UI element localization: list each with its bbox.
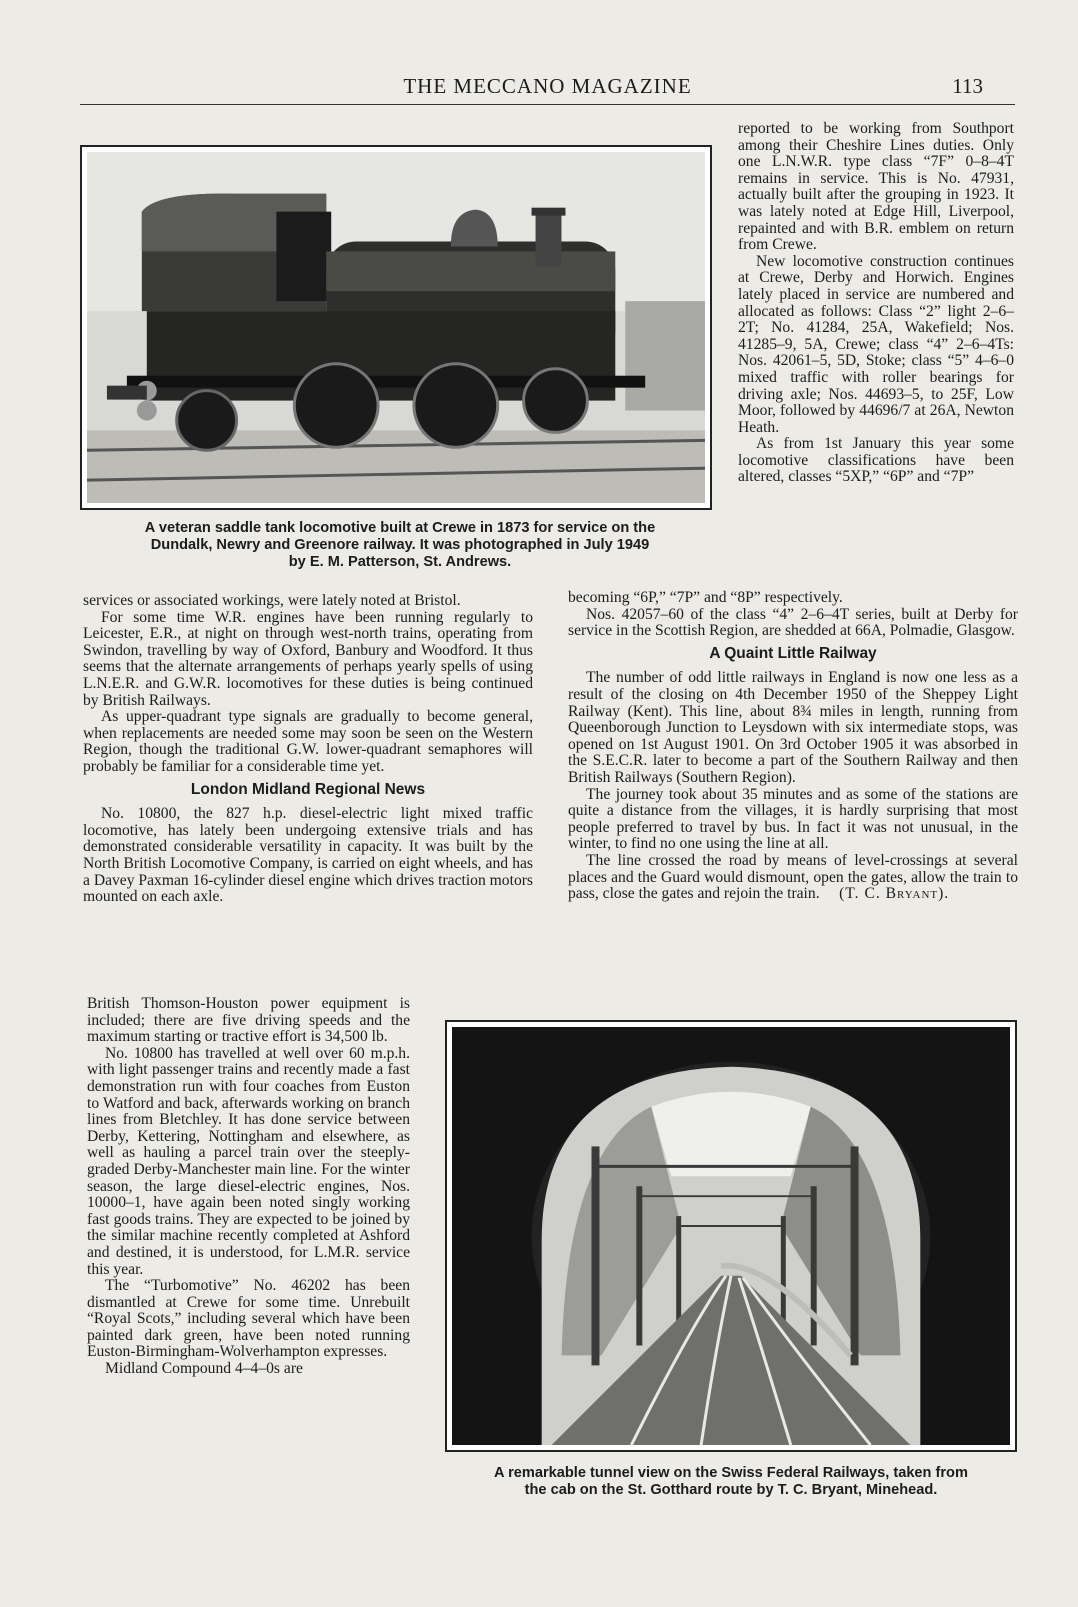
paragraph: becoming “6P,” “7P” and “8P” respectively. — [568, 589, 843, 606]
paragraph: No. 10800, the 827 h.p. diesel-electric light mixed traffic locomotive, has lately been undergoing extensive trials and has demonstrated considerable versatility in capacity. It was built by the North British Locomotive Company, is carried on eight wheels, and has a Davey Paxman 16-cylinder diesel engine which drives traction motors mounted on each axle. — [83, 805, 533, 906]
paragraph: New locomotive construction continues at Crewe, Derby and Horwich. Engines lately placed in service are numbered and allocated as follows: Class “2” light 2–6–2T; No. 41284, 25A, Wakefield; Nos. 41285–9, 5A, Crewe; class “4” 2–6–4Ts: Nos. 42061–5, 5D, Stoke; class “5” 4–6–0 mixed traffic with roller bearings for driving axle; Nos. 44693–5, to 25F, Low Moor, followed by 44696/7 at 26A, Newton Heath. — [738, 252, 1014, 436]
magazine-title: THE MECCANO MAGAZINE — [403, 74, 692, 98]
paragraph: services or associated workings, were lately noted at Bristol. — [83, 592, 461, 609]
paragraph: The journey took about 35 minutes and as some of the stations are quite a distance from the villages, it is hardly surprising that most people preferred to travel by bus. In fact it was not unusual, in the winter, to find no one using the line at all. — [568, 785, 1018, 853]
article-credit: (T. C. Bryant). — [839, 885, 950, 903]
page-number: 113 — [952, 74, 983, 98]
right-column-middle — [568, 590, 1018, 903]
locomotive-photo-image — [87, 152, 705, 503]
locomotive-caption — [80, 520, 720, 571]
paragraph — [568, 853, 1018, 903]
locomotive-caption-line: Dundalk, Newry and Greenore railway. It was photographed in July 1949 — [150, 537, 650, 553]
paragraph: The number of odd little railways in England is now one less as a result of the closing on 4th December 1950 of the Sheppey Light Railway (Kent). This line, about 8¾ miles in length, running from Queenborough Junction to Leysdown with six intermediate stops, was opened on 1st August 1901. On 3rd October 1905 it was absorbed in the S.E.C.R. later to become a part of the Southern Railway and then British Railways (Southern Region). — [568, 669, 1018, 786]
section-heading: A Quaint Little Railway — [709, 644, 877, 662]
paragraph: No. 10800 has travelled at well over 60 m.p.h. with light passenger trains and recently made a fast demonstration run with four coaches from Euston to Watford and back, afterwards working on branch lines from Bletchley. It has done service between Derby, Kettering, Nottingham and elsewhere, as well as hauling a parcel train over the steeply-graded Derby-Manchester main line. For the winter season, the large diesel-electric engines, Nos. 10000–1, have again been noted singly working fast goods trains. They are expected to be joined by the similar machine recently completed at Ashford and destined, it is understood, for L.M.R. service this year. — [87, 1044, 410, 1278]
paragraph: The “Turbomotive” No. 46202 has been dismantled at Crewe for some time. Unrebuilt “Royal Scots,” including several which have been painted dark green, have been noted running Euston-Birmingham-Wolverhampton expresses. — [87, 1277, 410, 1361]
paragraph-text: The line crossed the road by means of level-crossings at several places and the Guard would dismount, open the gates, allow the train to pass, close the gates and rejoin the train. — [568, 851, 1018, 903]
paragraph: Nos. 42057–60 of the class “4” 2–6–4T series, built at Derby for service in the Scottish Region, are shedded at 66A, Polmadie, Glasgow. — [568, 605, 1018, 640]
tunnel-photo-image — [452, 1027, 1010, 1445]
paragraph: Midland Compound 4–4–0s are — [105, 1360, 303, 1378]
section-heading: London Midland Regional News — [190, 780, 426, 798]
tunnel-caption-line: the cab on the St. Gotthard route by T. C. Bryant, Minehead. — [524, 1482, 938, 1498]
running-head — [80, 70, 1015, 105]
locomotive-caption-line: A veteran saddle tank locomotive built at Crewe in 1873 for service on the — [144, 520, 656, 536]
left-column — [83, 593, 533, 906]
locomotive-photo — [80, 145, 712, 510]
right-column-top — [738, 121, 1014, 486]
paragraph: As upper-quadrant type signals are gradually to become general, when replacements are needed some may soon be seen on the Western Region, though the traditional G.W. lower-quadrant semaphores will probably be familiar for a considerable time yet. — [83, 708, 533, 775]
locomotive-caption-line: by E. M. Patterson, St. Andrews. — [288, 554, 512, 570]
tunnel-caption-line: A remarkable tunnel view on the Swiss Federal Railways, taken from — [494, 1465, 968, 1481]
paragraph: British Thomson-Houston power equipment is included; there are five driving speeds and the maximum starting or tractive effort is 34,500 lb. — [87, 995, 410, 1046]
tunnel-caption — [440, 1465, 1022, 1499]
paragraph: reported to be working from Southport among their Cheshire Lines duties. Only one L.N.W.R. type class “7F” 0–8–4T remains in service. This is No. 47931, actually built after the grouping in 1923. It was lately noted at Edge Hill, Liverpool, repainted and with B.R. emblem on return from Crewe. — [738, 120, 1014, 254]
paragraph: For some time W.R. engines have been running regularly to Leicester, E.R., at night on through west-north trains, operating from Swindon, travelling by way of Oxford, Banbury and Woodford. It thus seems that the alternate arrangements of perhaps yearly spells of using L.N.E.R. and G.W.R. locomotives for these duties is being continued by British Railways. — [83, 608, 533, 709]
tunnel-photo — [445, 1020, 1017, 1452]
paragraph: As from 1st January this year some locomotive classifications have been altered, classes “5XP,” “6P” and “7P” — [738, 435, 1014, 486]
left-narrow-column — [87, 996, 410, 1378]
